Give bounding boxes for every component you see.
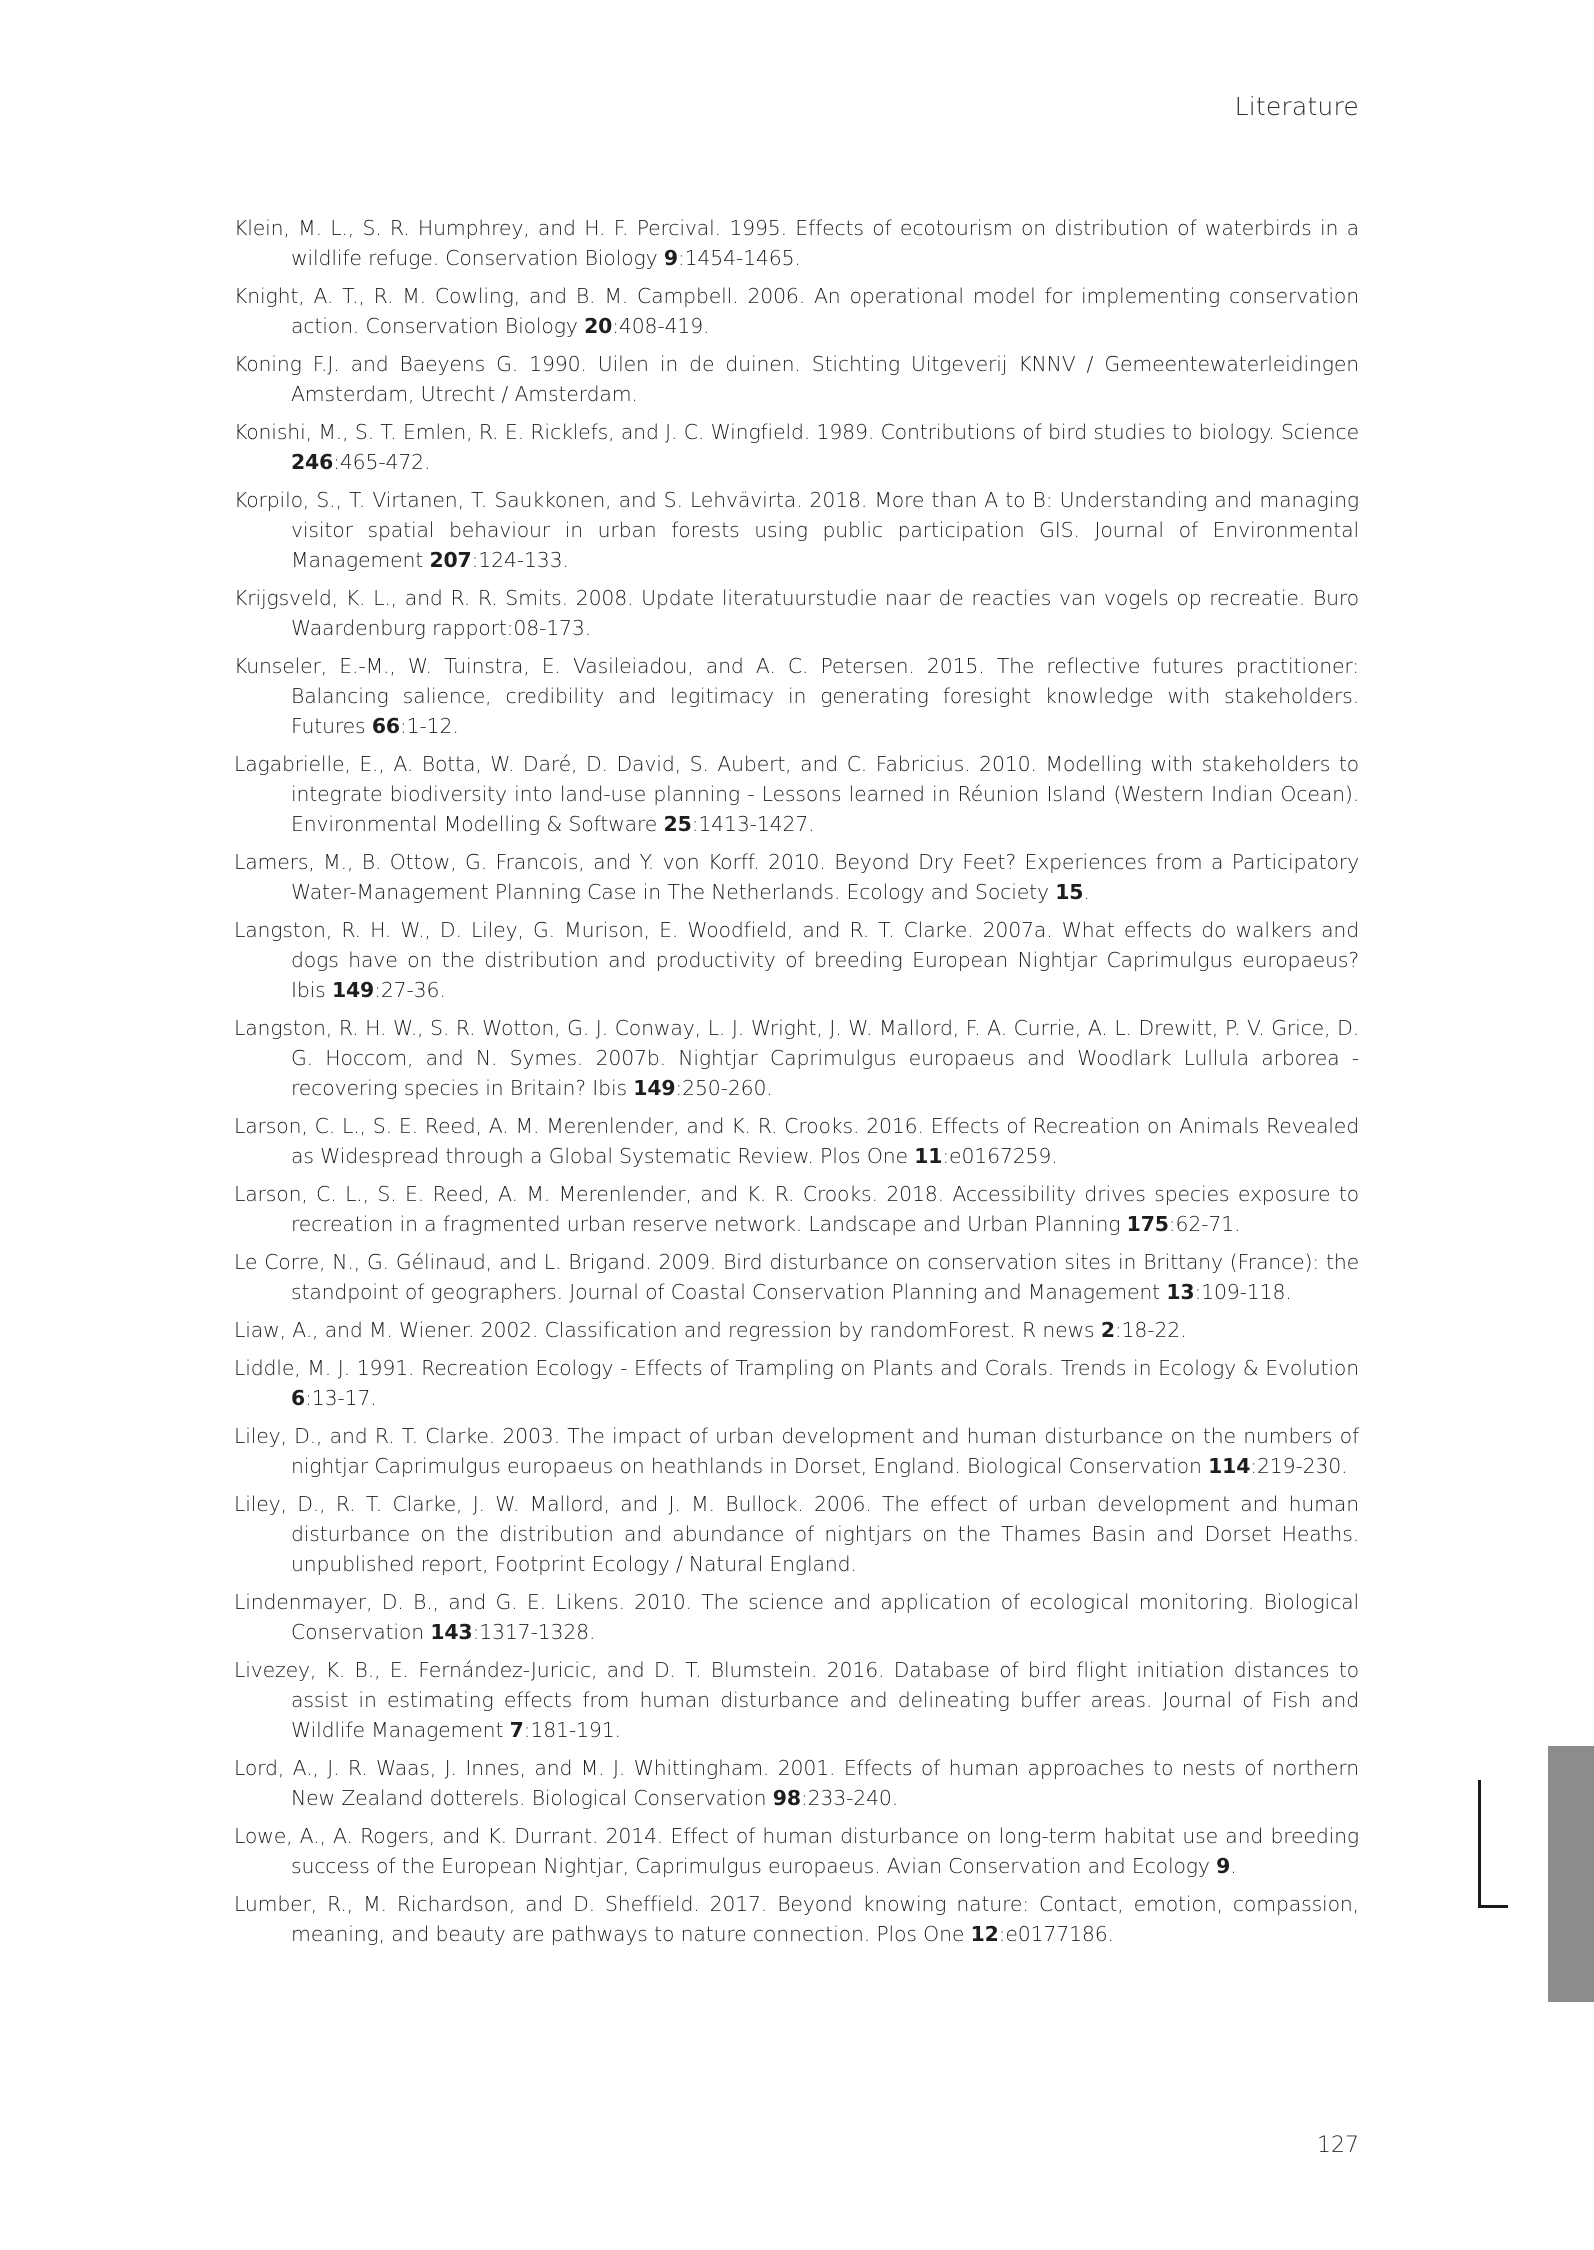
reference-pages: .	[1083, 880, 1090, 904]
reference-volume: 11	[914, 1144, 943, 1168]
reference-text: Lord, A., J. R. Waas, J. Innes, and M. J. Whittingham. 2001. Effects of human approaches to nests of northern New Zealand dotterels. Biological Conservation	[234, 1756, 1359, 1810]
reference-pages: :1413-1427.	[691, 812, 815, 836]
reference-volume: 15	[1055, 880, 1084, 904]
reference-text: Langston, R. H. W., S. R. Wotton, G. J. Conway, L. J. Wright, J. W. Mallord, F. A. Currie, A. L. Drewitt, P. V. Grice, D. G. Hoccom, and N. Symes. 2007b. Nightjar Caprimulgus europaeus and Woodlark Lullula arborea - recovering species in Britain? Ibis	[234, 1016, 1359, 1100]
reference-pages: :219-230.	[1250, 1454, 1348, 1478]
reference-entry	[234, 1587, 1359, 1647]
reference-volume: 13	[1166, 1280, 1195, 1304]
reference-entry	[234, 417, 1359, 477]
reference-text: Le Corre, N., G. Gélinaud, and L. Brigand. 2009. Bird disturbance on conservation sites in Brittany (France): the standpoint of geographers. Journal of Coastal Conservation Planning and Management	[234, 1250, 1359, 1304]
reference-text: Lamers, M., B. Ottow, G. Francois, and Y. von Korff. 2010. Beyond Dry Feet? Experiences from a Participatory Water-Management Planning Case in The Netherlands. Ecology and Society	[234, 850, 1359, 904]
reference-volume: 207	[429, 548, 472, 572]
reference-pages: :124-133.	[471, 548, 569, 572]
reference-volume: 2	[1100, 1318, 1115, 1342]
reference-pages: :62-71.	[1168, 1212, 1241, 1236]
reference-text: Knight, A. T., R. M. Cowling, and B. M. Campbell. 2006. An operational model for implementing conservation action. Conservation Biology	[234, 284, 1359, 338]
page-number: 127	[1317, 2133, 1359, 2158]
section-bracket-mark	[1478, 1780, 1508, 1908]
reference-text: Kunseler, E.-M., W. Tuinstra, E. Vasileiadou, and A. C. Petersen. 2015. The reflective futures practitioner: Balancing salience, credibility and legitimacy in generating foresight knowledge with stakeholders. Futures	[234, 654, 1359, 738]
reference-text: Liley, D., and R. T. Clarke. 2003. The impact of urban development and human disturbance on the numbers of nightjar Caprimulgus europaeus on heathlands in Dorset, England. Biological Conservation	[234, 1424, 1359, 1478]
reference-volume: 175	[1126, 1212, 1169, 1236]
reference-pages: :465-472.	[333, 450, 431, 474]
reference-volume: 12	[970, 1922, 999, 1946]
reference-entry	[234, 847, 1359, 907]
reference-volume: 25	[663, 812, 692, 836]
reference-pages: :1-12.	[399, 714, 459, 738]
reference-entry	[234, 1889, 1359, 1949]
reference-entry	[234, 213, 1359, 273]
reference-pages: :1454-1465.	[677, 246, 801, 270]
reference-pages: :13-17.	[305, 1386, 377, 1410]
reference-text: Livezey, K. B., E. Fernández-Juricic, and D. T. Blumstein. 2016. Database of bird flight initiation distances to assist in estimating effects from human disturbance and delineating buffer areas. Journal of Fish and Wildlife Management	[234, 1658, 1359, 1742]
reference-pages: .	[1230, 1854, 1237, 1878]
chapter-thumb-tab	[1548, 1746, 1594, 2002]
reference-volume: 20	[584, 314, 613, 338]
reference-entry	[234, 749, 1359, 839]
reference-pages: :109-118.	[1194, 1280, 1292, 1304]
reference-volume: 149	[633, 1076, 676, 1100]
reference-text: Lumber, R., M. Richardson, and D. Sheffield. 2017. Beyond knowing nature: Contact, emotion, compassion, meaning, and beauty are pathways to nature connection. Plos One	[234, 1892, 1359, 1946]
reference-pages: :408-419.	[612, 314, 710, 338]
reference-pages: :181-191.	[523, 1718, 621, 1742]
reference-pages: :1317-1328.	[472, 1620, 596, 1644]
reference-entry	[234, 915, 1359, 1005]
reference-entry	[234, 281, 1359, 341]
reference-entry	[234, 1753, 1359, 1813]
reference-text: Liaw, A., and M. Wiener. 2002. Classification and regression by randomForest. R news	[234, 1318, 1101, 1342]
reference-text: Koning F.J. and Baeyens G. 1990. Uilen in de duinen. Stichting Uitgeverij KNNV / Gemeentewaterleidingen Amsterdam, Utrecht / Amsterdam.	[234, 352, 1359, 406]
reference-text: Larson, C. L., S. E. Reed, A. M. Merenlender, and K. R. Crooks. 2018. Accessibility drives species exposure to recreation in a fragmented urban reserve network. Landscape and Urban Planning	[234, 1182, 1359, 1236]
reference-text: Larson, C. L., S. E. Reed, A. M. Merenlender, and K. R. Crooks. 2016. Effects of Recreation on Animals Revealed as Widespread through a Global Systematic Review. Plos One	[234, 1114, 1359, 1168]
running-head: Literature	[1234, 92, 1359, 121]
reference-entry	[234, 1111, 1359, 1171]
reference-volume: 9	[1216, 1854, 1231, 1878]
reference-pages: :250-260.	[675, 1076, 773, 1100]
reference-volume: 246	[291, 450, 334, 474]
reference-pages: :18-22.	[1114, 1318, 1187, 1342]
reference-text: Konishi, M., S. T. Emlen, R. E. Ricklefs, and J. C. Wingfield. 1989. Contributions of bird studies to biology. Science	[234, 420, 1359, 444]
reference-text: Klein, M. L., S. R. Humphrey, and H. F. Percival. 1995. Effects of ecotourism on distribution of waterbirds in a wildlife refuge. Conservation Biology	[234, 216, 1359, 270]
reference-volume: 7	[509, 1718, 524, 1742]
reference-pages: :e0177186.	[998, 1922, 1114, 1946]
reference-volume: 9	[663, 246, 678, 270]
reference-text: Lowe, A., A. Rogers, and K. Durrant. 2014. Effect of human disturbance on long-term habitat use and breeding success of the European Nightjar, Caprimulgus europaeus. Avian Conservation and Ecology	[234, 1824, 1359, 1878]
reference-entry	[234, 1655, 1359, 1745]
reference-volume: 114	[1208, 1454, 1251, 1478]
reference-entry	[234, 1315, 1359, 1345]
reference-entry	[234, 1013, 1359, 1103]
reference-text: Liley, D., R. T. Clarke, J. W. Mallord, and J. M. Bullock. 2006. The effect of urban development and human disturbance on the distribution and abundance of nightjars on the Thames Basin and Dorset Heaths. unpublished report, Footprint Ecology / Natural England.	[234, 1492, 1359, 1576]
reference-list	[234, 213, 1359, 1957]
reference-entry	[234, 1821, 1359, 1881]
reference-volume: 6	[291, 1386, 306, 1410]
reference-entry	[234, 349, 1359, 409]
reference-volume: 98	[772, 1786, 801, 1810]
reference-entry	[234, 1247, 1359, 1307]
reference-entry	[234, 1353, 1359, 1413]
reference-text: Lagabrielle, E., A. Botta, W. Daré, D. David, S. Aubert, and C. Fabricius. 2010. Modelling with stakeholders to integrate biodiversity into land-use planning - Lessons learned in Réunion Island (Western Indian Ocean). Environmental Modelling & Software	[234, 752, 1359, 836]
reference-volume: 149	[331, 978, 375, 1002]
reference-text: Langston, R. H. W., D. Liley, G. Murison, E. Woodfield, and R. T. Clarke. 2007a. What effects do walkers and dogs have on the distribution and productivity of breeding European Nightjar Caprimulgus europaeus? Ibis	[234, 918, 1359, 1002]
reference-volume: 143	[430, 1620, 473, 1644]
reference-entry	[234, 485, 1359, 575]
reference-pages: :233-240.	[800, 1786, 899, 1810]
reference-entry	[234, 1489, 1359, 1579]
reference-entry	[234, 1421, 1359, 1481]
reference-entry	[234, 1179, 1359, 1239]
reference-pages: :27-36.	[374, 978, 446, 1002]
reference-volume: 66	[371, 714, 400, 738]
reference-entry	[234, 651, 1359, 741]
reference-entry	[234, 583, 1359, 643]
reference-text: Liddle, M. J. 1991. Recreation Ecology - Effects of Trampling on Plants and Corals. Trends in Ecology & Evolution	[234, 1356, 1359, 1380]
reference-text: Krijgsveld, K. L., and R. R. Smits. 2008. Update literatuurstudie naar de reacties van vogels op recreatie. Buro Waardenburg rapport:08-173.	[234, 586, 1359, 640]
reference-text: Lindenmayer, D. B., and G. E. Likens. 2010. The science and application of ecological monitoring. Biological Conservation	[234, 1590, 1359, 1644]
reference-pages: :e0167259.	[942, 1144, 1058, 1168]
reference-text: Korpilo, S., T. Virtanen, T. Saukkonen, and S. Lehvävirta. 2018. More than A to B: Understanding and managing visitor spatial behaviour in urban forests using public participation GIS. Journal of Environmental Management	[234, 488, 1359, 572]
